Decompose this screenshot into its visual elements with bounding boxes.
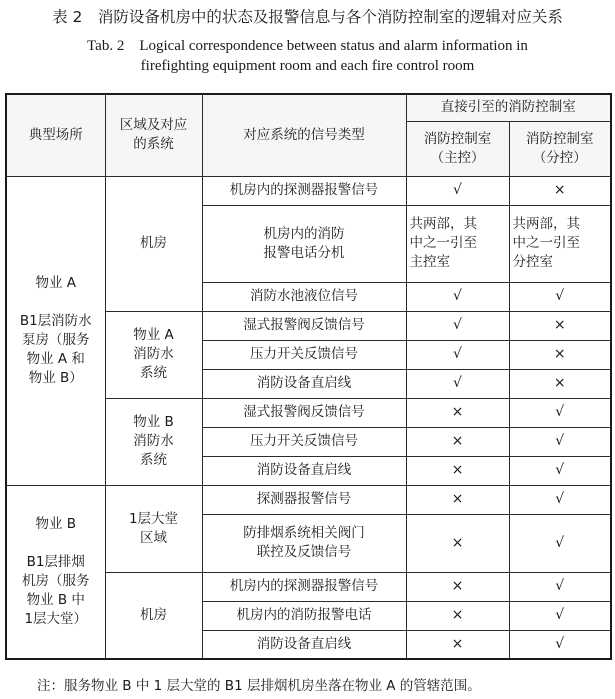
main-cell: √ xyxy=(406,311,509,340)
header-signal: 对应系统的信号类型 xyxy=(202,94,406,176)
header-site: 典型场所 xyxy=(6,94,105,176)
signal-cell: 探测器报警信号 xyxy=(202,485,406,514)
main-cell: × xyxy=(406,514,509,572)
site-cell-a: 物业 A B1层消防水 泵房（服务 物业 A 和 物业 B） xyxy=(6,176,105,485)
main-cell: × xyxy=(406,456,509,485)
main-cell: × xyxy=(406,485,509,514)
header-main: 消防控制室 （主控） xyxy=(406,121,509,176)
signal-cell: 湿式报警阀反馈信号 xyxy=(202,398,406,427)
table-row xyxy=(6,485,611,514)
site-cell-b: 物业 B B1层排烟 机房（服务 物业 B 中 1层大堂） xyxy=(6,485,105,659)
signal-cell: 机房内的探测器报警信号 xyxy=(202,176,406,205)
sub-cell: √ xyxy=(509,630,611,659)
area-cell-a3: 物业 B 消防水 系统 xyxy=(105,398,202,485)
table-caption-zh: 表 2 消防设备机房中的状态及报警信息与各个消防控制室的逻辑对应关系 xyxy=(52,8,563,26)
table-row xyxy=(6,176,611,205)
sub-cell: √ xyxy=(509,282,611,311)
area-cell-b2: 机房 xyxy=(105,572,202,659)
signal-cell: 消防水池液位信号 xyxy=(202,282,406,311)
main-cell: × xyxy=(406,572,509,601)
sub-cell: × xyxy=(509,311,611,340)
sub-cell: × xyxy=(509,369,611,398)
signal-cell: 压力开关反馈信号 xyxy=(202,340,406,369)
main-cell: √ xyxy=(406,176,509,205)
main-cell: × xyxy=(406,427,509,456)
area-cell-b1: 1层大堂 区域 xyxy=(105,485,202,572)
sub-cell: √ xyxy=(509,398,611,427)
sub-cell: × xyxy=(509,176,611,205)
sub-cell: √ xyxy=(509,514,611,572)
main-cell: 共两部，其 中之一引至 主控室 xyxy=(406,205,509,282)
main-cell: × xyxy=(406,398,509,427)
signal-cell: 机房内的消防 报警电话分机 xyxy=(202,205,406,282)
area-cell-a2: 物业 A 消防水 系统 xyxy=(105,311,202,398)
signal-cell: 压力开关反馈信号 xyxy=(202,427,406,456)
main-cell: √ xyxy=(406,369,509,398)
signal-cell: 消防设备直启线 xyxy=(202,369,406,398)
sub-cell: √ xyxy=(509,485,611,514)
signal-cell: 消防设备直启线 xyxy=(202,456,406,485)
signal-cell: 机房内的消防报警电话 xyxy=(202,601,406,630)
main-cell: √ xyxy=(406,282,509,311)
sub-cell: × xyxy=(509,340,611,369)
table-caption-en-line2: firefighting equipment room and each fire control room xyxy=(140,58,475,74)
table-footnote: 注：服务物业 B 中 1 层大堂的 B1 层排烟机房坐落在物业 A 的管辖范围。 xyxy=(37,678,481,694)
header-sub: 消防控制室 （分控） xyxy=(509,121,611,176)
header-area: 区域及对应 的系统 xyxy=(105,94,202,176)
main-cell: √ xyxy=(406,340,509,369)
area-cell-a1: 机房 xyxy=(105,176,202,311)
sub-cell: √ xyxy=(509,572,611,601)
signal-cell: 防排烟系统相关阀门 联控及反馈信号 xyxy=(202,514,406,572)
sub-cell: 共两部，其 中之一引至 分控室 xyxy=(509,205,611,282)
signal-cell: 湿式报警阀反馈信号 xyxy=(202,311,406,340)
sub-cell: √ xyxy=(509,427,611,456)
table-caption-en-line1: Tab. 2 Logical correspondence between status and alarm information in xyxy=(87,38,528,54)
signal-cell: 机房内的探测器报警信号 xyxy=(202,572,406,601)
header-group: 直接引至的消防控制室 xyxy=(406,94,611,121)
sub-cell: √ xyxy=(509,456,611,485)
main-cell: × xyxy=(406,630,509,659)
signal-cell: 消防设备直启线 xyxy=(202,630,406,659)
main-cell: × xyxy=(406,601,509,630)
correspondence-table xyxy=(5,93,612,660)
sub-cell: √ xyxy=(509,601,611,630)
